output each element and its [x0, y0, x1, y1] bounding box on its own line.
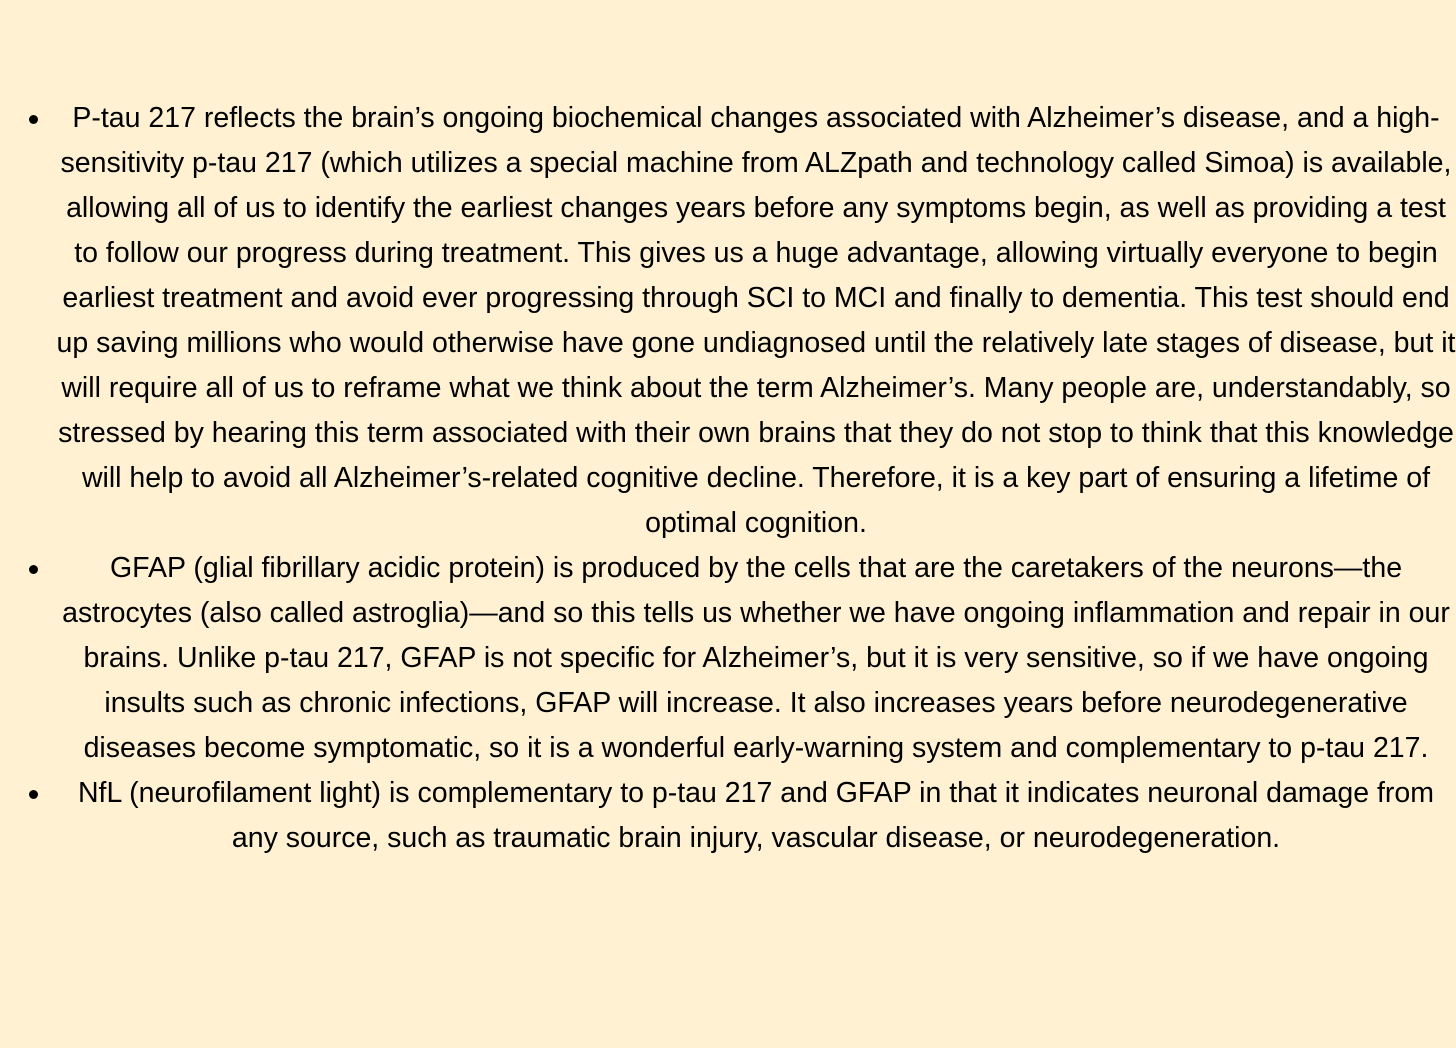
bullet-item-nfl — [0, 771, 1456, 861]
bullet-dot-icon — [29, 115, 38, 124]
bullet-dot-icon — [29, 790, 38, 799]
bullet-text: GFAP (glial fibrillary acidic protein) is produced by the cells that are the caretakers of the neurons—the astrocytes (also called astroglia)—and so this tells us whether we have ongoing inflammation and repair in our brains. Unlike p-tau 217, GFAP is not specific for Alzheimer’s, but it is very sensitive, so if we have ongoing insults such as chronic infections, GFAP will increase. It also increases years before neurodegenerative diseases become symptomatic, so it is a wonderful early-warning system and complementary to p-tau 217. — [62, 552, 1450, 764]
bullet-text: P-tau 217 reflects the brain’s ongoing biochemical changes associated with Alzheimer’s disease, and a high-sensitivity p-tau 217 (which utilizes a special machine from ALZpath and technology called Simoa) is available, allowing all of us to identify the earliest changes years before any symptoms begin, as well as providing a test to follow our progress during treatment. This gives us a huge advantage, allowing virtually everyone to begin earliest treatment and avoid ever progressing through SCI to MCI and finally to dementia. This test should end up saving millions who would otherwise have gone undiagnosed until the relatively late stages of disease, but it will require all of us to reframe what we think about the term Alzheimer’s. Many people are, understandably, so stressed by hearing this term associated with their own brains that they do not stop to think that this knowledge will help to avoid all Alzheimer’s-related cognitive decline. Therefore, it is a key part of ensuring a lifetime of optimal cognition. — [56, 102, 1456, 539]
bullet-item-ptau217 — [0, 96, 1456, 546]
bullet-dot-icon — [29, 565, 38, 574]
bullet-list — [0, 96, 1456, 861]
document-body — [0, 96, 1456, 861]
bullet-item-gfap — [0, 546, 1456, 771]
bullet-text: NfL (neurofilament light) is complementary to p-tau 217 and GFAP in that it indicates neuronal damage from any source, such as traumatic brain injury, vascular disease, or neurodegeneration. — [77, 777, 1435, 854]
